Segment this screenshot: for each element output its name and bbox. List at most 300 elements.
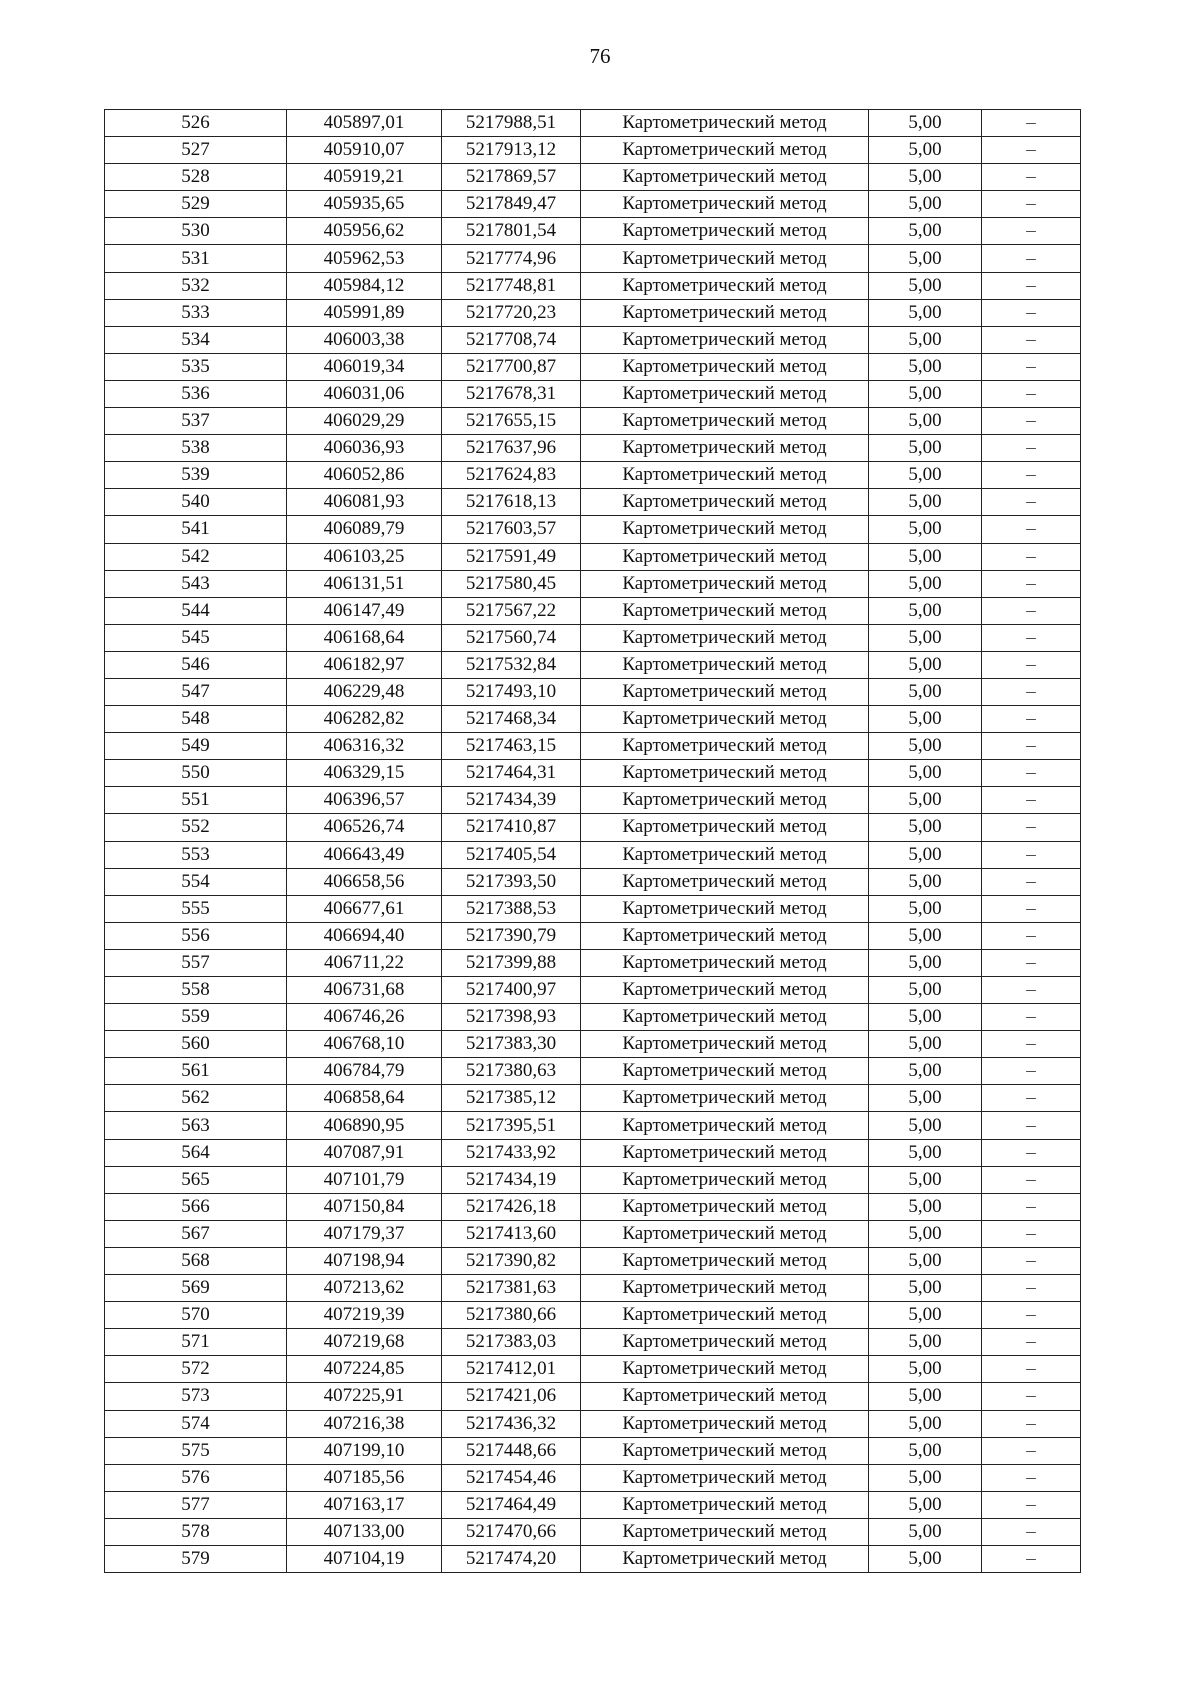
y-coordinate-cell: 5217801,54 — [442, 218, 581, 245]
description-cell: – — [982, 245, 1081, 272]
y-coordinate-cell: 5217405,54 — [442, 841, 581, 868]
table-row — [105, 164, 1081, 191]
method-cell: Картометрический метод — [581, 949, 869, 976]
y-coordinate-cell: 5217436,32 — [442, 1410, 581, 1437]
accuracy-cell: 5,00 — [869, 895, 982, 922]
x-coordinate-cell: 406316,32 — [287, 733, 442, 760]
accuracy-cell: 5,00 — [869, 516, 982, 543]
y-coordinate-cell: 5217410,87 — [442, 814, 581, 841]
x-coordinate-cell: 405991,89 — [287, 299, 442, 326]
description-cell: – — [982, 353, 1081, 380]
accuracy-cell: 5,00 — [869, 1491, 982, 1518]
description-cell: – — [982, 489, 1081, 516]
method-cell: Картометрический метод — [581, 380, 869, 407]
point-number-cell: 576 — [105, 1464, 287, 1491]
description-cell: – — [982, 868, 1081, 895]
table-row — [105, 380, 1081, 407]
accuracy-cell: 5,00 — [869, 1031, 982, 1058]
x-coordinate-cell: 406089,79 — [287, 516, 442, 543]
y-coordinate-cell: 5217637,96 — [442, 435, 581, 462]
point-number-cell: 556 — [105, 922, 287, 949]
point-number-cell: 555 — [105, 895, 287, 922]
accuracy-cell: 5,00 — [869, 489, 982, 516]
x-coordinate-cell: 406677,61 — [287, 895, 442, 922]
method-cell: Картометрический метод — [581, 814, 869, 841]
table-row — [105, 353, 1081, 380]
method-cell: Картометрический метод — [581, 1004, 869, 1031]
table-row — [105, 110, 1081, 137]
table-row — [105, 1166, 1081, 1193]
point-number-cell: 548 — [105, 706, 287, 733]
table-row — [105, 1085, 1081, 1112]
y-coordinate-cell: 5217393,50 — [442, 868, 581, 895]
table-row — [105, 678, 1081, 705]
accuracy-cell: 5,00 — [869, 272, 982, 299]
x-coordinate-cell: 406858,64 — [287, 1085, 442, 1112]
accuracy-cell: 5,00 — [869, 1193, 982, 1220]
table-row — [105, 1112, 1081, 1139]
x-coordinate-cell: 406396,57 — [287, 787, 442, 814]
point-number-cell: 567 — [105, 1220, 287, 1247]
point-number-cell: 539 — [105, 462, 287, 489]
table-row — [105, 597, 1081, 624]
y-coordinate-cell: 5217464,31 — [442, 760, 581, 787]
x-coordinate-cell: 407104,19 — [287, 1545, 442, 1572]
description-cell: – — [982, 733, 1081, 760]
table-row — [105, 218, 1081, 245]
method-cell: Картометрический метод — [581, 1383, 869, 1410]
x-coordinate-cell: 406229,48 — [287, 678, 442, 705]
table-row — [105, 922, 1081, 949]
x-coordinate-cell: 407213,62 — [287, 1275, 442, 1302]
y-coordinate-cell: 5217388,53 — [442, 895, 581, 922]
x-coordinate-cell: 407224,85 — [287, 1356, 442, 1383]
x-coordinate-cell: 406658,56 — [287, 868, 442, 895]
accuracy-cell: 5,00 — [869, 841, 982, 868]
table-row — [105, 1220, 1081, 1247]
description-cell: – — [982, 462, 1081, 489]
y-coordinate-cell: 5217381,63 — [442, 1275, 581, 1302]
description-cell: – — [982, 787, 1081, 814]
x-coordinate-cell: 405984,12 — [287, 272, 442, 299]
x-coordinate-cell: 407179,37 — [287, 1220, 442, 1247]
table-row — [105, 1193, 1081, 1220]
method-cell: Картометрический метод — [581, 191, 869, 218]
y-coordinate-cell: 5217380,66 — [442, 1302, 581, 1329]
y-coordinate-cell: 5217748,81 — [442, 272, 581, 299]
x-coordinate-cell: 407087,91 — [287, 1139, 442, 1166]
accuracy-cell: 5,00 — [869, 1464, 982, 1491]
table-row — [105, 1491, 1081, 1518]
table-row — [105, 760, 1081, 787]
accuracy-cell: 5,00 — [869, 137, 982, 164]
method-cell: Картометрический метод — [581, 1085, 869, 1112]
point-number-cell: 570 — [105, 1302, 287, 1329]
accuracy-cell: 5,00 — [869, 1275, 982, 1302]
description-cell: – — [982, 1031, 1081, 1058]
description-cell: – — [982, 1166, 1081, 1193]
description-cell: – — [982, 1464, 1081, 1491]
x-coordinate-cell: 406768,10 — [287, 1031, 442, 1058]
method-cell: Картометрический метод — [581, 1139, 869, 1166]
description-cell: – — [982, 516, 1081, 543]
description-cell: – — [982, 1058, 1081, 1085]
point-number-cell: 550 — [105, 760, 287, 787]
x-coordinate-cell: 406003,38 — [287, 326, 442, 353]
accuracy-cell: 5,00 — [869, 624, 982, 651]
y-coordinate-cell: 5217434,39 — [442, 787, 581, 814]
table-row — [105, 977, 1081, 1004]
table-row — [105, 733, 1081, 760]
point-number-cell: 527 — [105, 137, 287, 164]
x-coordinate-cell: 405919,21 — [287, 164, 442, 191]
table-row — [105, 570, 1081, 597]
point-number-cell: 535 — [105, 353, 287, 380]
method-cell: Картометрический метод — [581, 922, 869, 949]
description-cell: – — [982, 1139, 1081, 1166]
y-coordinate-cell: 5217426,18 — [442, 1193, 581, 1220]
point-number-cell: 533 — [105, 299, 287, 326]
point-number-cell: 552 — [105, 814, 287, 841]
accuracy-cell: 5,00 — [869, 1112, 982, 1139]
point-number-cell: 553 — [105, 841, 287, 868]
method-cell: Картометрический метод — [581, 1437, 869, 1464]
accuracy-cell: 5,00 — [869, 1383, 982, 1410]
description-cell: – — [982, 624, 1081, 651]
x-coordinate-cell: 407150,84 — [287, 1193, 442, 1220]
x-coordinate-cell: 405956,62 — [287, 218, 442, 245]
point-number-cell: 549 — [105, 733, 287, 760]
method-cell: Картометрический метод — [581, 1518, 869, 1545]
method-cell: Картометрический метод — [581, 1112, 869, 1139]
description-cell: – — [982, 1545, 1081, 1572]
description-cell: – — [982, 1085, 1081, 1112]
point-number-cell: 554 — [105, 868, 287, 895]
method-cell: Картометрический метод — [581, 1491, 869, 1518]
x-coordinate-cell: 406019,34 — [287, 353, 442, 380]
point-number-cell: 541 — [105, 516, 287, 543]
point-number-cell: 565 — [105, 1166, 287, 1193]
y-coordinate-cell: 5217390,79 — [442, 922, 581, 949]
y-coordinate-cell: 5217399,88 — [442, 949, 581, 976]
method-cell: Картометрический метод — [581, 1464, 869, 1491]
y-coordinate-cell: 5217700,87 — [442, 353, 581, 380]
table-row — [105, 435, 1081, 462]
table-row — [105, 1247, 1081, 1274]
y-coordinate-cell: 5217464,49 — [442, 1491, 581, 1518]
table-row — [105, 1275, 1081, 1302]
table-row — [105, 1518, 1081, 1545]
y-coordinate-cell: 5217869,57 — [442, 164, 581, 191]
method-cell: Картометрический метод — [581, 516, 869, 543]
accuracy-cell: 5,00 — [869, 1166, 982, 1193]
table-row — [105, 543, 1081, 570]
table-row — [105, 868, 1081, 895]
description-cell: – — [982, 137, 1081, 164]
point-number-cell: 557 — [105, 949, 287, 976]
description-cell: – — [982, 1275, 1081, 1302]
point-number-cell: 564 — [105, 1139, 287, 1166]
method-cell: Картометрический метод — [581, 1302, 869, 1329]
y-coordinate-cell: 5217493,10 — [442, 678, 581, 705]
x-coordinate-cell: 405935,65 — [287, 191, 442, 218]
accuracy-cell: 5,00 — [869, 245, 982, 272]
description-cell: – — [982, 760, 1081, 787]
table-row — [105, 1545, 1081, 1572]
table-row — [105, 137, 1081, 164]
accuracy-cell: 5,00 — [869, 1410, 982, 1437]
accuracy-cell: 5,00 — [869, 922, 982, 949]
accuracy-cell: 5,00 — [869, 706, 982, 733]
point-number-cell: 573 — [105, 1383, 287, 1410]
method-cell: Картометрический метод — [581, 462, 869, 489]
accuracy-cell: 5,00 — [869, 110, 982, 137]
method-cell: Картометрический метод — [581, 1247, 869, 1274]
description-cell: – — [982, 1437, 1081, 1464]
x-coordinate-cell: 407219,68 — [287, 1329, 442, 1356]
y-coordinate-cell: 5217454,46 — [442, 1464, 581, 1491]
accuracy-cell: 5,00 — [869, 1518, 982, 1545]
description-cell: – — [982, 1356, 1081, 1383]
point-number-cell: 551 — [105, 787, 287, 814]
x-coordinate-cell: 406029,29 — [287, 408, 442, 435]
point-number-cell: 534 — [105, 326, 287, 353]
method-cell: Картометрический метод — [581, 895, 869, 922]
point-number-cell: 562 — [105, 1085, 287, 1112]
description-cell: – — [982, 1383, 1081, 1410]
accuracy-cell: 5,00 — [869, 787, 982, 814]
point-number-cell: 542 — [105, 543, 287, 570]
method-cell: Картометрический метод — [581, 435, 869, 462]
x-coordinate-cell: 406731,68 — [287, 977, 442, 1004]
description-cell: – — [982, 1220, 1081, 1247]
method-cell: Картометрический метод — [581, 1329, 869, 1356]
description-cell: – — [982, 380, 1081, 407]
point-number-cell: 543 — [105, 570, 287, 597]
point-number-cell: 577 — [105, 1491, 287, 1518]
point-number-cell: 572 — [105, 1356, 287, 1383]
point-number-cell: 544 — [105, 597, 287, 624]
accuracy-cell: 5,00 — [869, 733, 982, 760]
point-number-cell: 559 — [105, 1004, 287, 1031]
method-cell: Картометрический метод — [581, 1058, 869, 1085]
y-coordinate-cell: 5217849,47 — [442, 191, 581, 218]
x-coordinate-cell: 406526,74 — [287, 814, 442, 841]
x-coordinate-cell: 406052,86 — [287, 462, 442, 489]
table-row — [105, 624, 1081, 651]
point-number-cell: 563 — [105, 1112, 287, 1139]
y-coordinate-cell: 5217385,12 — [442, 1085, 581, 1112]
method-cell: Картометрический метод — [581, 299, 869, 326]
accuracy-cell: 5,00 — [869, 462, 982, 489]
accuracy-cell: 5,00 — [869, 1085, 982, 1112]
method-cell: Картометрический метод — [581, 353, 869, 380]
table-row — [105, 1031, 1081, 1058]
method-cell: Картометрический метод — [581, 543, 869, 570]
method-cell: Картометрический метод — [581, 651, 869, 678]
method-cell: Картометрический метод — [581, 678, 869, 705]
method-cell: Картометрический метод — [581, 408, 869, 435]
y-coordinate-cell: 5217448,66 — [442, 1437, 581, 1464]
y-coordinate-cell: 5217708,74 — [442, 326, 581, 353]
point-number-cell: 561 — [105, 1058, 287, 1085]
accuracy-cell: 5,00 — [869, 353, 982, 380]
point-number-cell: 579 — [105, 1545, 287, 1572]
x-coordinate-cell: 406036,93 — [287, 435, 442, 462]
method-cell: Картометрический метод — [581, 706, 869, 733]
description-cell: – — [982, 678, 1081, 705]
y-coordinate-cell: 5217567,22 — [442, 597, 581, 624]
description-cell: – — [982, 435, 1081, 462]
table-row — [105, 1356, 1081, 1383]
accuracy-cell: 5,00 — [869, 164, 982, 191]
description-cell: – — [982, 1112, 1081, 1139]
x-coordinate-cell: 406081,93 — [287, 489, 442, 516]
accuracy-cell: 5,00 — [869, 299, 982, 326]
point-number-cell: 558 — [105, 977, 287, 1004]
method-cell: Картометрический метод — [581, 218, 869, 245]
point-number-cell: 546 — [105, 651, 287, 678]
table-row — [105, 706, 1081, 733]
accuracy-cell: 5,00 — [869, 570, 982, 597]
method-cell: Картометрический метод — [581, 110, 869, 137]
y-coordinate-cell: 5217580,45 — [442, 570, 581, 597]
y-coordinate-cell: 5217463,15 — [442, 733, 581, 760]
description-cell: – — [982, 977, 1081, 1004]
table-row — [105, 462, 1081, 489]
method-cell: Картометрический метод — [581, 272, 869, 299]
point-number-cell: 540 — [105, 489, 287, 516]
method-cell: Картометрический метод — [581, 868, 869, 895]
point-number-cell: 569 — [105, 1275, 287, 1302]
description-cell: – — [982, 1491, 1081, 1518]
description-cell: – — [982, 570, 1081, 597]
method-cell: Картометрический метод — [581, 1193, 869, 1220]
x-coordinate-cell: 407216,38 — [287, 1410, 442, 1437]
accuracy-cell: 5,00 — [869, 1437, 982, 1464]
x-coordinate-cell: 406182,97 — [287, 651, 442, 678]
y-coordinate-cell: 5217433,92 — [442, 1139, 581, 1166]
y-coordinate-cell: 5217603,57 — [442, 516, 581, 543]
table-row — [105, 1329, 1081, 1356]
page-number: 76 — [589, 44, 611, 68]
method-cell: Картометрический метод — [581, 1220, 869, 1247]
y-coordinate-cell: 5217532,84 — [442, 651, 581, 678]
table-row — [105, 272, 1081, 299]
description-cell: – — [982, 706, 1081, 733]
description-cell: – — [982, 1193, 1081, 1220]
method-cell: Картометрический метод — [581, 787, 869, 814]
table-row — [105, 1464, 1081, 1491]
accuracy-cell: 5,00 — [869, 977, 982, 1004]
accuracy-cell: 5,00 — [869, 191, 982, 218]
method-cell: Картометрический метод — [581, 977, 869, 1004]
y-coordinate-cell: 5217560,74 — [442, 624, 581, 651]
method-cell: Картометрический метод — [581, 489, 869, 516]
accuracy-cell: 5,00 — [869, 543, 982, 570]
accuracy-cell: 5,00 — [869, 1545, 982, 1572]
table-row — [105, 1004, 1081, 1031]
accuracy-cell: 5,00 — [869, 1247, 982, 1274]
accuracy-cell: 5,00 — [869, 1356, 982, 1383]
description-cell: – — [982, 543, 1081, 570]
point-number-cell: 528 — [105, 164, 287, 191]
x-coordinate-cell: 406103,25 — [287, 543, 442, 570]
method-cell: Картометрический метод — [581, 597, 869, 624]
y-coordinate-cell: 5217474,20 — [442, 1545, 581, 1572]
method-cell: Картометрический метод — [581, 326, 869, 353]
description-cell: – — [982, 922, 1081, 949]
y-coordinate-cell: 5217383,30 — [442, 1031, 581, 1058]
description-cell: – — [982, 1518, 1081, 1545]
y-coordinate-cell: 5217398,93 — [442, 1004, 581, 1031]
accuracy-cell: 5,00 — [869, 1302, 982, 1329]
accuracy-cell: 5,00 — [869, 1058, 982, 1085]
description-cell: – — [982, 408, 1081, 435]
accuracy-cell: 5,00 — [869, 949, 982, 976]
coordinates-table — [104, 109, 1081, 1573]
x-coordinate-cell: 406168,64 — [287, 624, 442, 651]
method-cell: Картометрический метод — [581, 570, 869, 597]
accuracy-cell: 5,00 — [869, 678, 982, 705]
description-cell: – — [982, 841, 1081, 868]
description-cell: – — [982, 110, 1081, 137]
y-coordinate-cell: 5217618,13 — [442, 489, 581, 516]
point-number-cell: 547 — [105, 678, 287, 705]
x-coordinate-cell: 407163,17 — [287, 1491, 442, 1518]
accuracy-cell: 5,00 — [869, 408, 982, 435]
point-number-cell: 538 — [105, 435, 287, 462]
method-cell: Картометрический метод — [581, 137, 869, 164]
y-coordinate-cell: 5217390,82 — [442, 1247, 581, 1274]
y-coordinate-cell: 5217434,19 — [442, 1166, 581, 1193]
table-row — [105, 841, 1081, 868]
y-coordinate-cell: 5217400,97 — [442, 977, 581, 1004]
method-cell: Картометрический метод — [581, 733, 869, 760]
accuracy-cell: 5,00 — [869, 326, 982, 353]
y-coordinate-cell: 5217470,66 — [442, 1518, 581, 1545]
method-cell: Картометрический метод — [581, 1031, 869, 1058]
description-cell: – — [982, 1410, 1081, 1437]
x-coordinate-cell: 406694,40 — [287, 922, 442, 949]
description-cell: – — [982, 895, 1081, 922]
description-cell: – — [982, 814, 1081, 841]
point-number-cell: 537 — [105, 408, 287, 435]
table-row — [105, 326, 1081, 353]
description-cell: – — [982, 1004, 1081, 1031]
y-coordinate-cell: 5217412,01 — [442, 1356, 581, 1383]
y-coordinate-cell: 5217678,31 — [442, 380, 581, 407]
x-coordinate-cell: 407185,56 — [287, 1464, 442, 1491]
point-number-cell: 531 — [105, 245, 287, 272]
method-cell: Картометрический метод — [581, 624, 869, 651]
description-cell: – — [982, 949, 1081, 976]
x-coordinate-cell: 406890,95 — [287, 1112, 442, 1139]
accuracy-cell: 5,00 — [869, 380, 982, 407]
accuracy-cell: 5,00 — [869, 1139, 982, 1166]
y-coordinate-cell: 5217720,23 — [442, 299, 581, 326]
accuracy-cell: 5,00 — [869, 1004, 982, 1031]
description-cell: – — [982, 1247, 1081, 1274]
table-row — [105, 1302, 1081, 1329]
y-coordinate-cell: 5217624,83 — [442, 462, 581, 489]
table-row — [105, 1410, 1081, 1437]
table-row — [105, 814, 1081, 841]
point-number-cell: 560 — [105, 1031, 287, 1058]
description-cell: – — [982, 218, 1081, 245]
point-number-cell: 571 — [105, 1329, 287, 1356]
description-cell: – — [982, 164, 1081, 191]
